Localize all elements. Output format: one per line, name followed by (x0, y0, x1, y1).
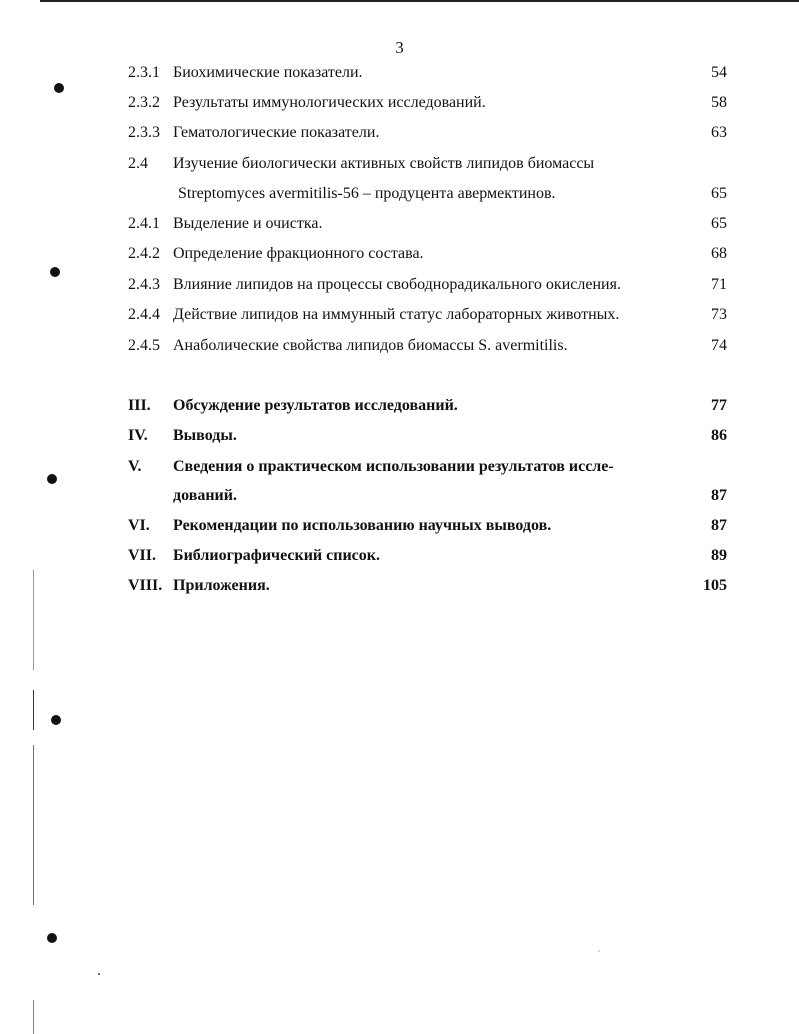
toc-row (0, 155, 799, 179)
toc-number: VI. (128, 517, 150, 534)
toc-page: 68 (711, 245, 727, 262)
toc-page: 71 (711, 276, 727, 293)
toc-number: 2.4 (128, 155, 148, 172)
toc-page: 65 (711, 185, 727, 202)
toc-number: IV. (128, 427, 148, 444)
toc-number: III. (128, 397, 151, 414)
toc-number: 2.4.3 (128, 276, 160, 293)
toc-title: Сведения о практическом использовании результатов иссле- (173, 458, 614, 475)
punch-hole-icon (51, 715, 61, 725)
toc-number: V. (128, 458, 142, 475)
toc-title: Действие липидов на иммунный статус лабораторных животных. (173, 306, 620, 323)
toc-number: 2.3.2 (128, 94, 160, 111)
toc-title: Обсуждение результатов исследований. (173, 397, 458, 414)
toc-row (0, 94, 799, 118)
toc-page: 87 (711, 487, 727, 504)
toc-row-chapter (0, 517, 799, 541)
page-number: 3 (395, 38, 404, 57)
toc-number: 2.3.1 (128, 64, 160, 81)
toc-title: Анаболические свойства липидов биомассы S. avermitilis. (173, 337, 568, 354)
toc-row (0, 215, 799, 239)
toc-page: 86 (711, 427, 727, 444)
top-border-line (40, 0, 799, 2)
binding-shadow-line (33, 690, 34, 730)
toc-title: Выделение и очистка. (173, 215, 323, 232)
toc-row-continuation (0, 185, 799, 209)
toc-title: Определение фракционного состава. (173, 245, 424, 262)
binding-shadow-line (33, 1000, 34, 1034)
toc-title: дований. (173, 487, 237, 504)
toc-number: VIII. (128, 577, 163, 594)
binding-shadow-line (33, 570, 34, 670)
toc-page: 105 (703, 577, 727, 594)
punch-hole-icon (47, 933, 57, 943)
toc-row-chapter (0, 458, 799, 482)
toc-number: VII. (128, 547, 157, 564)
toc-title: Рекомендации по использованию научных выводов. (173, 517, 552, 534)
toc-page: 87 (711, 517, 727, 534)
punch-hole-icon (54, 83, 64, 93)
toc-row-chapter (0, 427, 799, 451)
toc-title: Биохимические показатели. (173, 64, 363, 81)
toc-page: 54 (711, 64, 727, 81)
toc-number: 2.4.2 (128, 245, 160, 262)
toc-title: Выводы. (173, 427, 237, 444)
toc-row-chapter (0, 547, 799, 571)
toc-row (0, 306, 799, 330)
toc-row (0, 64, 799, 88)
toc-page: 73 (711, 306, 727, 323)
toc-number: 2.4.1 (128, 215, 160, 232)
toc-row (0, 245, 799, 269)
scan-speck (598, 950, 600, 952)
toc-title: Изучение биологически активных свойств липидов биомассы (173, 155, 595, 172)
scan-speck (98, 973, 100, 975)
toc-row-chapter (0, 577, 799, 601)
punch-hole-icon (47, 474, 57, 484)
punch-hole-icon (50, 267, 60, 277)
toc-row (0, 276, 799, 300)
toc-title: Результаты иммунологических исследований. (173, 94, 486, 111)
toc-page: 63 (711, 124, 727, 141)
toc-title: Библиографический список. (173, 547, 380, 564)
toc-page: 58 (711, 94, 727, 111)
binding-shadow-line (33, 745, 34, 905)
toc-page: 89 (711, 547, 727, 564)
toc-row (0, 337, 799, 361)
toc-number: 2.4.4 (128, 306, 160, 323)
toc-page: 74 (711, 337, 727, 354)
toc-page: 77 (711, 397, 727, 414)
toc-number: 2.3.3 (128, 124, 160, 141)
toc-page: 65 (711, 215, 727, 232)
toc-row (0, 124, 799, 148)
toc-number: 2.4.5 (128, 337, 160, 354)
toc-title: Приложения. (173, 577, 270, 594)
toc-title: Гематологические показатели. (173, 124, 380, 141)
toc-title: Streptomyces avermitilis-56 – продуцента авермектинов. (178, 185, 556, 202)
toc-row-chapter (0, 397, 799, 421)
toc-row-continuation (0, 487, 799, 511)
toc-title: Влияние липидов на процессы свободнорадикального окисления. (173, 276, 621, 293)
